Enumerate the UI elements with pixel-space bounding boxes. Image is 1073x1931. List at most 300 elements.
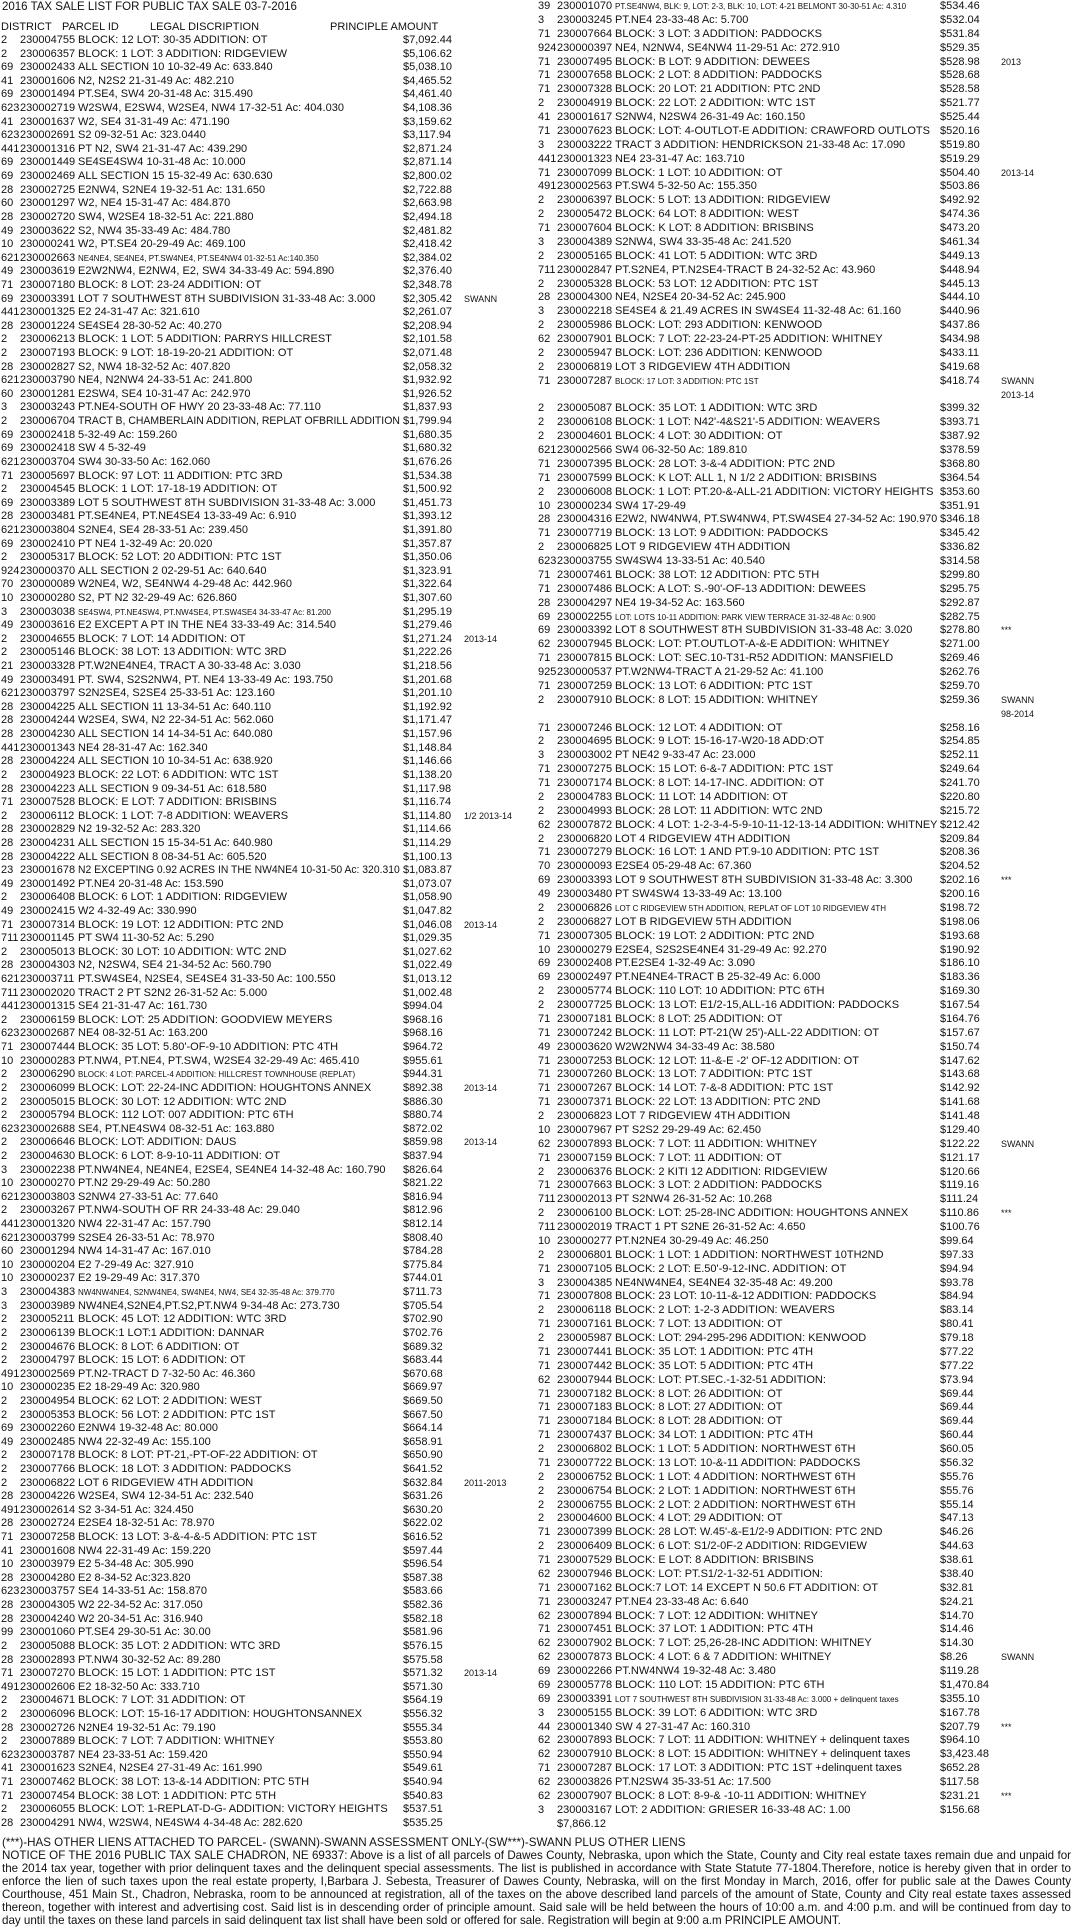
- table-row: [0, 592, 535, 606]
- amount-cell: $540.94: [403, 1776, 443, 1788]
- parcel-id-cell: 230003711: [20, 973, 75, 986]
- parcel-id-cell: 230003243: [20, 401, 76, 414]
- amount-cell: $581.96: [403, 1626, 443, 1639]
- district-cell: 3: [1, 1286, 8, 1299]
- legal-description-cell: PT.N2NE4 30-29-49 Ac: 46.250: [615, 1234, 769, 1247]
- legal-description-cell: BLOCK: LOT: 293 ADDITION: KENWOOD: [615, 319, 823, 332]
- amount-cell: $3,423.48: [940, 1748, 989, 1761]
- table-row: [0, 1545, 535, 1559]
- parcel-id-cell: 230004797: [20, 1354, 76, 1367]
- parcel-id-cell: 230001297: [20, 197, 76, 210]
- parcel-id-cell: 230004676: [20, 1340, 76, 1353]
- district-cell: 3: [1, 401, 8, 414]
- legal-description-cell: BLOCK: 4 LOT: 30 ADDITION: OT: [615, 430, 783, 443]
- amount-cell: $1,932.92: [403, 374, 452, 387]
- legal-description-cell: BLOCK: 5 LOT: 13 ADDITION: RIDGEVIEW: [615, 194, 831, 207]
- amount-cell: $208.36: [940, 846, 980, 859]
- district-cell: 28: [1, 1517, 14, 1530]
- legal-description-cell: SW4 30-33-50 Ac: 162.060: [78, 455, 211, 468]
- amount-cell: $582.36: [403, 1599, 443, 1612]
- legal-description-cell: W2NE4, W2, SE4NW4 4-29-48 Ac: 442.960: [78, 578, 292, 591]
- legal-description-cell: PT SW4SW4 13-33-49 Ac: 13.100: [615, 888, 782, 900]
- amount-cell: $353.60: [940, 485, 980, 498]
- table-row: [537, 957, 1073, 971]
- amount-cell: $282.75: [940, 610, 980, 623]
- district-cell: 623: [1, 102, 20, 115]
- legal-description-cell: E2W2, NW4NW4, PT.SW4NW4, PT.SW4SE4 27-34-52 Ac: 190.970: [615, 513, 938, 526]
- parcel-id-cell: 230001494: [20, 88, 76, 101]
- district-cell: 28: [1, 959, 14, 972]
- legal-description-cell: SE4SE4 28-30-52 Ac: 40.270: [78, 319, 222, 332]
- legal-description-cell: BLOCK: 11 LOT: PT-21(W 25')-ALL-22 ADDITION: OT: [615, 1026, 880, 1039]
- table-row: [0, 1654, 535, 1668]
- table-row: [0, 510, 535, 524]
- parcel-id-cell: 230007872: [557, 818, 613, 831]
- table-row: [0, 728, 535, 742]
- district-cell: 71: [538, 374, 551, 387]
- legal-description-cell: BLOCK: 13 LOT: 3-&-4-&-5 ADDITION: PTC 1ST: [78, 1531, 318, 1544]
- parcel-id-cell: 230001340: [557, 1720, 613, 1733]
- district-cell: 2: [1, 1109, 8, 1122]
- district-cell: 623: [1, 1122, 20, 1135]
- note-cell: 2013-14: [464, 1668, 498, 1679]
- note-cell: ***: [1001, 875, 1012, 886]
- legal-description-cell: BLOCK:1 LOT:1 ADDITION: DANNAR: [78, 1326, 265, 1339]
- table-row: [537, 1013, 1073, 1027]
- table-row: [537, 819, 1073, 833]
- district-cell: 623: [1, 1748, 20, 1761]
- legal-description-cell: ALL SECTION 2 02-29-51 Ac: 640.640: [78, 564, 267, 577]
- legal-description-cell: BLOCK: 8 LOT: 23-24 ADDITION: OT: [78, 278, 262, 291]
- parcel-id-cell: 230006139: [20, 1326, 76, 1339]
- parcel-id-cell: 230003247: [557, 1595, 613, 1608]
- parcel-id-cell: 230003222: [557, 138, 613, 151]
- district-cell: 2: [1, 1149, 8, 1162]
- district-cell: 2: [1, 483, 8, 496]
- amount-cell: $5,106.62: [403, 47, 452, 60]
- table-row: [537, 888, 1073, 902]
- legal-description-cell: BLOCK: 4 LOT: PARCEL-4 ADDITION: HILLCREST TOWNHOUSE (REPLAT): [78, 1070, 356, 1080]
- legal-description-cell: NW4NW4NE4, S2NW4NE4, SW4NE4, NW4, SE4 32-35-48 Ac: 379.770: [78, 1288, 335, 1298]
- district-cell: 711: [538, 1221, 556, 1233]
- legal-description-cell: LOT 7 SOUTHWEST 8TH SUBDIVISION 31-33-48 Ac: 3.000: [78, 292, 376, 305]
- parcel-id-cell: 230004385: [557, 1276, 613, 1289]
- parcel-id-cell: 230005146: [20, 646, 76, 659]
- district-cell: 2: [538, 402, 545, 415]
- table-row: [537, 1110, 1073, 1124]
- parcel-id-cell: 230007371: [557, 1096, 613, 1109]
- legal-description-cell: PT.SE4NW4, BLK: 9, LOT: 2-3, BLK: 10, LOT: 4-21 BELMONT 30-30-51 Ac: 4.310: [615, 2, 907, 11]
- district-cell: 2: [1, 891, 8, 904]
- amount-cell: $1,357.87: [403, 537, 452, 550]
- table-row: [0, 742, 535, 756]
- legal-description-cell: BLOCK: 8 LOT: 27 ADDITION: OT: [615, 1401, 783, 1414]
- amount-cell: $346.18: [940, 513, 980, 526]
- table-row: [537, 1734, 1073, 1748]
- parcel-id-cell: 230002418: [20, 442, 76, 455]
- amount-cell: $1,500.92: [403, 483, 452, 496]
- legal-description-cell: PT.SE4, SW4 20-31-48 Ac: 315.490: [78, 88, 253, 101]
- district-cell: 2: [1, 1803, 8, 1816]
- parcel-id-cell: 230006357: [20, 47, 76, 60]
- table-row: [0, 1014, 535, 1028]
- parcel-id-cell: 230007314: [20, 918, 76, 931]
- table-row: [537, 319, 1073, 333]
- legal-description-cell: PT.N2SW4 35-33-51 Ac: 17.500: [615, 1776, 771, 1788]
- note-cell: 2013: [1001, 56, 1022, 67]
- table-row: [0, 851, 535, 865]
- legal-description-cell: BLOCK: 6 LOT: 1 ADDITION: RIDGEVIEW: [78, 891, 288, 904]
- amount-cell: $167.78: [940, 1706, 980, 1719]
- table-row: [0, 946, 535, 960]
- district-cell: 621: [1, 455, 20, 468]
- parcel-id-cell: 230005087: [557, 402, 613, 415]
- table-row: [537, 1332, 1073, 1346]
- district-cell: 10: [1, 591, 14, 604]
- legal-description-cell: PT.NW4 30-32-52 Ac: 89.280: [78, 1653, 221, 1666]
- district-cell: 71: [538, 55, 551, 68]
- parcel-id-cell: 230002606: [20, 1680, 76, 1693]
- amount-cell: $658.91: [403, 1435, 443, 1448]
- district-cell: 69: [1, 442, 14, 455]
- legal-description-cell: BLOCK: 14 LOT: 7-&-8 ADDITION: PTC 1ST: [615, 1082, 834, 1095]
- legal-description-cell: BLOCK: 28 LOT: 3-&-4 ADDITION: PTC 2ND: [615, 457, 836, 470]
- parcel-id-cell: 230007495: [557, 55, 613, 68]
- district-cell: 2: [1, 1340, 8, 1353]
- legal-description-cell: NW4, W2SW4, NE4SW4 4-34-48 Ac: 282.620: [78, 1816, 303, 1829]
- parcel-id-cell: 230006823: [557, 1110, 613, 1122]
- table-row: [0, 197, 535, 211]
- legal-description-cell: LOT 9 RIDGEVIEW 4TH ADDITION: [615, 541, 791, 554]
- district-cell: 3: [538, 235, 545, 248]
- amount-cell: $812.96: [403, 1204, 443, 1217]
- district-cell: 71: [1, 1776, 14, 1788]
- district-cell: 49: [1, 619, 14, 632]
- district-cell: 2: [538, 1498, 545, 1511]
- amount-cell: $4,108.36: [403, 102, 452, 115]
- amount-cell: $575.58: [403, 1653, 443, 1666]
- amount-cell: $669.50: [403, 1394, 443, 1407]
- amount-cell: $14.30: [940, 1637, 974, 1650]
- amount-cell: $2,722.88: [403, 183, 452, 196]
- district-cell: 69: [1, 156, 14, 169]
- district-cell: 2: [1, 1394, 8, 1407]
- amount-cell: $994.04: [403, 1000, 443, 1013]
- district-cell: 71: [1, 278, 14, 291]
- table-row: [0, 1368, 535, 1382]
- legal-description-cell: BLOCK: 17 LOT: 3 ADDITION: PTC 1ST +delinquent taxes: [615, 1762, 902, 1775]
- amount-cell: $711.73: [403, 1286, 442, 1299]
- note-cell: SWANN: [1001, 694, 1035, 705]
- legal-description-cell: BLOCK: 7 LOT: 7 ADDITION: WHITNEY: [78, 1735, 275, 1748]
- table-row: [537, 1457, 1073, 1471]
- table-row: [0, 1027, 535, 1041]
- legal-description-cell: W2SW4, E2SW4, W2SE4, NW4 17-32-51 Ac: 404.030: [78, 102, 344, 115]
- parcel-id-cell: 230004695: [557, 735, 613, 748]
- district-cell: 71: [538, 471, 551, 484]
- parcel-id-cell: 230002726: [20, 1721, 76, 1734]
- parcel-id-cell: 230007766: [20, 1462, 76, 1475]
- district-cell: 71: [538, 1581, 551, 1594]
- table-row: [537, 638, 1073, 652]
- amount-cell: $93.78: [940, 1276, 974, 1289]
- amount-cell: $2,208.94: [403, 319, 452, 332]
- parcel-id-cell: 230001224: [20, 319, 76, 332]
- legal-description-cell: PT N2, SW4 21-31-47 Ac: 439.290: [78, 142, 248, 155]
- parcel-id-cell: 230000089: [20, 578, 76, 591]
- table-row: [0, 633, 535, 647]
- legal-description-cell: BLOCK: 41 LOT: 5 ADDITION: WTC 3RD: [615, 249, 818, 262]
- district-cell: 28: [1, 1721, 14, 1734]
- table-row: [0, 1232, 535, 1246]
- amount-cell: $46.26: [940, 1526, 974, 1539]
- legal-description-cell: SE4 21-31-47 Ac: 161.730: [78, 1000, 208, 1013]
- table-row: [537, 1623, 1073, 1637]
- amount-cell: $880.74: [403, 1109, 443, 1122]
- parcel-id-cell: 230006755: [557, 1498, 613, 1511]
- table-row: [0, 1681, 535, 1695]
- parcel-id-cell: 230004545: [20, 483, 76, 496]
- table-row: [0, 1558, 535, 1572]
- table-row: [537, 167, 1073, 181]
- district-cell: 28: [1, 700, 14, 713]
- table-row: [537, 944, 1073, 958]
- parcel-id-cell: 230004244: [20, 714, 76, 727]
- table-row: [0, 265, 535, 279]
- district-cell: 71: [1, 796, 14, 809]
- parcel-id-cell: 230007279: [557, 846, 613, 859]
- legal-description-cell: NE4 23-31-47 Ac: 163.710: [615, 152, 745, 165]
- legal-description-cell: LOT 8 SOUTHWEST 8TH SUBDIVISION 31-33-48 Ac: 3.020: [615, 624, 913, 637]
- district-cell: 3: [538, 13, 545, 26]
- amount-cell: $1,837.93: [403, 401, 452, 414]
- parcel-id-cell: 230001492: [20, 877, 76, 890]
- table-row: [0, 1354, 535, 1368]
- legal-description-cell: E2SE4 18-32-51 Ac: 78.970: [78, 1517, 215, 1530]
- table-row: [537, 416, 1073, 430]
- legal-description-cell: BLOCK: 1 LOT: 7-8 ADDITION: WEAVERS: [78, 809, 289, 822]
- district-cell: 924: [538, 41, 557, 54]
- amount-cell: $254.85: [940, 735, 980, 748]
- district-cell: 49: [1, 877, 14, 890]
- district-cell: 70: [538, 860, 551, 873]
- amount-cell: $556.32: [403, 1707, 443, 1720]
- footer-notice-text: NOTICE OF THE 2016 PUBLIC TAX SALE CHADRON, NE 69337: Above is a list of all parcels of Dawes County, Nebraska, upon which the State, County and City real estate taxes remain due and unpaid for the 2014 tax year, together with prior delinquent taxes and the delinquent special assessments. The list is published in accordance with State Statute 77-1804.Therefore, notice is hereby given that in order to enforce the lien of such taxes upon the real estate property, I,Barbara J. Sebesta, Treasurer of Dawes County, Nebraska, will on the first Monday in March, 2016, offer for public sale at the Dawes County Courthouse, 451 Main St., Chadron, Nebraska, room to be announced at registration, all of the taxes on the above described land parcels of the amount of State, County and City real estate taxes assessed thereon, together with interest and advertising cost. Said list is in descending order of principle amount. Said sale will be held between the hours of 10:00 a.m. and 4:00 p.m. and will be continued from day to day until the taxes on these land parcels in said delinquent tax list shall have been sold or offered for sale. Registration will begin at 9:00 a.m PRINCIPLE AMOUNT.: [2, 1849, 1071, 1927]
- table-row: [537, 805, 1073, 819]
- legal-description-cell: BLOCK: 13 LOT: 10-&-11 ADDITION: PADDOCKS: [615, 1456, 861, 1469]
- table-row: [0, 1272, 535, 1286]
- amount-cell: $60.05: [940, 1443, 974, 1455]
- table-row: [0, 1177, 535, 1191]
- parcel-id-cell: 230004671: [20, 1694, 76, 1707]
- legal-description-cell: PT.SW4 5-32-50 Ac: 155.350: [615, 180, 757, 193]
- legal-description-cell: BLOCK: 35 LOT: 5.80'-OF-9-10 ADDITION: PTC 4TH: [78, 1041, 339, 1054]
- legal-description-cell: PT.NE4 23-33-48 Ac: 5.700: [615, 13, 749, 26]
- parcel-id-cell: 230004225: [20, 700, 76, 713]
- amount-cell: $157.67: [940, 1026, 980, 1039]
- legal-description-cell: NE4 23-33-51 Ac: 159.420: [78, 1748, 208, 1761]
- amount-cell: $622.02: [403, 1517, 443, 1530]
- amount-cell: $525.44: [940, 111, 980, 123]
- amount-cell: $252.11: [940, 749, 979, 762]
- legal-description-cell: E2 18-29-49 Ac: 320.980: [78, 1381, 200, 1394]
- amount-cell: $1,279.46: [403, 619, 452, 632]
- district-cell: 2: [538, 1332, 545, 1344]
- district-cell: 2: [1, 347, 8, 360]
- amount-cell: $892.38: [403, 1081, 443, 1094]
- table-row: [537, 722, 1073, 736]
- amount-cell: $504.40: [940, 166, 980, 179]
- table-row: [537, 749, 1073, 763]
- table-row: [0, 1191, 535, 1205]
- amount-cell: $1,148.84: [403, 741, 452, 754]
- district-cell: 28: [1, 714, 14, 727]
- table-row: [0, 1585, 535, 1599]
- amount-cell: $1,002.48: [403, 986, 452, 999]
- amount-cell: $1,534.38: [403, 469, 452, 482]
- district-cell: 2: [538, 1207, 545, 1220]
- amount-cell: $249.64: [940, 763, 980, 776]
- amount-cell: $2,305.42: [403, 292, 452, 305]
- legal-description-cell: BLOCK: 56 LOT: 2 ADDITION: PTC 1ST: [78, 1408, 276, 1421]
- amount-cell: $271.00: [940, 638, 980, 651]
- amount-cell: $77.22: [940, 1359, 974, 1372]
- table-row: [537, 1207, 1073, 1221]
- table-row: [537, 1263, 1073, 1277]
- table-row: [537, 1512, 1073, 1526]
- amount-cell: $121.17: [940, 1151, 980, 1164]
- legal-description-cell: BLOCK: 13 LOT: 7 ADDITION: PTC 1ST: [615, 1068, 813, 1081]
- table-row: [537, 1471, 1073, 1485]
- parcel-id-cell: 230002019: [557, 1221, 613, 1233]
- table-row: [537, 1290, 1073, 1304]
- table-row: [0, 932, 535, 946]
- parcel-id-cell: 230007461: [557, 568, 613, 581]
- legal-description-cell: NE4 08-32-51 Ac: 163.200: [78, 1027, 208, 1040]
- parcel-id-cell: 230004280: [20, 1571, 76, 1584]
- amount-cell: $434.98: [940, 333, 980, 345]
- amount-cell: $1,100.13: [403, 850, 452, 863]
- district-cell: 28: [538, 291, 551, 304]
- legal-description-cell: PT.SE4 29-30-51 Ac: 30.00: [78, 1626, 211, 1639]
- legal-description-cell: PT SW4 11-30-52 Ac: 5.290: [78, 932, 214, 945]
- district-cell: 924: [1, 564, 20, 577]
- parcel-id-cell: 230004305: [20, 1599, 76, 1612]
- district-cell: 10: [1, 238, 14, 251]
- table-row: [537, 916, 1073, 930]
- table-row: [537, 569, 1073, 583]
- table-row: [0, 116, 535, 130]
- parcel-id-cell: 230007267: [557, 1082, 613, 1095]
- amount-cell: $2,261.07: [403, 306, 452, 319]
- district-cell: 2: [1, 1639, 8, 1652]
- amount-cell: $540.83: [403, 1789, 443, 1802]
- parcel-id-cell: 230002266: [557, 1665, 613, 1677]
- legal-description-cell: S2, NW4 18-32-52 Ac: 407.820: [78, 360, 231, 373]
- district-cell: 623: [1, 129, 20, 142]
- legal-description-cell: BLOCK: 22 LOT: 6 ADDITION: WTC 1ST: [78, 768, 279, 781]
- legal-description-cell: PT.N2-TRACT D 7-32-50 Ac: 46.360: [78, 1367, 256, 1380]
- district-cell: 71: [538, 777, 551, 789]
- table-row: [0, 1259, 535, 1273]
- table-row: [537, 222, 1073, 236]
- district-cell: 2: [1, 1408, 8, 1421]
- district-cell: 28: [1, 183, 14, 196]
- amount-cell: $784.28: [403, 1245, 443, 1258]
- table-row: [537, 624, 1073, 638]
- note-cell: 2013-14: [464, 919, 498, 930]
- amount-cell: $445.13: [940, 277, 980, 290]
- district-cell: 28: [1, 836, 14, 849]
- table-row: [0, 374, 535, 388]
- district-cell: 71: [538, 1096, 551, 1109]
- district-cell: 2: [538, 1512, 545, 1525]
- district-cell: 2: [1, 1081, 8, 1094]
- legal-description-cell: PT.NW4-SOUTH OF RR 24-33-48 Ac: 29.040: [78, 1204, 300, 1217]
- legal-description-cell: LOT: LOTS 10-11 ADDITION: PARK VIEW TERRACE 31-32-48 Ac: 0.900: [615, 612, 876, 622]
- parcel-id-cell: 230002408: [557, 957, 613, 970]
- table-row: [0, 1531, 535, 1545]
- amount-cell: $528.68: [940, 69, 980, 82]
- parcel-id-cell: 230007242: [557, 1026, 613, 1039]
- parcel-id-cell: 230004993: [557, 804, 613, 817]
- parcel-id-cell: 230006376: [557, 1165, 613, 1178]
- district-cell: 60: [1, 387, 14, 400]
- district-cell: 41: [1, 1762, 14, 1775]
- legal-description-cell: BLOCK: 19 LOT: 2 ADDITION: PTC 2ND: [615, 929, 815, 942]
- district-cell: 71: [538, 721, 551, 734]
- table-row: [537, 347, 1073, 361]
- amount-cell: $1,393.12: [403, 510, 452, 523]
- table-row: [0, 1817, 535, 1831]
- table-row: [0, 1572, 535, 1586]
- note-cell: ***: [1001, 1790, 1012, 1801]
- table-row: [537, 1221, 1073, 1235]
- legal-description-cell: BLOCK: 1 LOT: N42'-4&S21'-5 ADDITION: WEAVERS: [615, 416, 881, 429]
- parcel-id-cell: 230004783: [557, 790, 613, 803]
- district-cell: 71: [538, 83, 551, 96]
- amount-cell: $183.36: [940, 971, 980, 984]
- amount-cell: $872.02: [403, 1122, 443, 1135]
- amount-cell: $364.54: [940, 471, 980, 484]
- district-cell: 71: [538, 1762, 551, 1775]
- parcel-id-cell: 230003804: [20, 523, 76, 536]
- table-row: [537, 458, 1073, 472]
- column-headers: [0, 20, 535, 34]
- legal-description-cell: BLOCK: 1 LOT: 5 ADDITION: NORTHWEST 6TH: [615, 1443, 856, 1455]
- table-row: [0, 578, 535, 592]
- district-cell: 2: [1, 415, 8, 428]
- table-row: [537, 1068, 1073, 1082]
- table-row: [0, 1708, 535, 1722]
- parcel-id-cell: 230002415: [20, 905, 76, 917]
- district-cell: 23: [1, 864, 14, 877]
- amount-cell: $299.80: [940, 568, 980, 581]
- legal-description-cell: BLOCK: 22 LOT: 2 ADDITION: WTC 1ST: [615, 97, 816, 110]
- district-cell: 3: [1, 1299, 8, 1312]
- table-row: [0, 823, 535, 837]
- amount-cell: $143.68: [940, 1068, 980, 1081]
- table-row: [537, 305, 1073, 319]
- parcel-id-cell: 230004383: [20, 1286, 76, 1299]
- legal-description-cell: BLOCK: 28 LOT: W.45'-&-E1/2-9 ADDITION: PTC 2ND: [615, 1526, 883, 1539]
- table-row: [537, 1346, 1073, 1360]
- district-cell: 28: [1, 823, 14, 836]
- note-cell: 98-2014: [1001, 708, 1035, 719]
- district-cell: 2: [1, 1476, 8, 1489]
- table-row: [537, 194, 1073, 208]
- legal-description-cell: BLOCK: 3 LOT: 2 ADDITION: PADDOCKS: [615, 1179, 823, 1192]
